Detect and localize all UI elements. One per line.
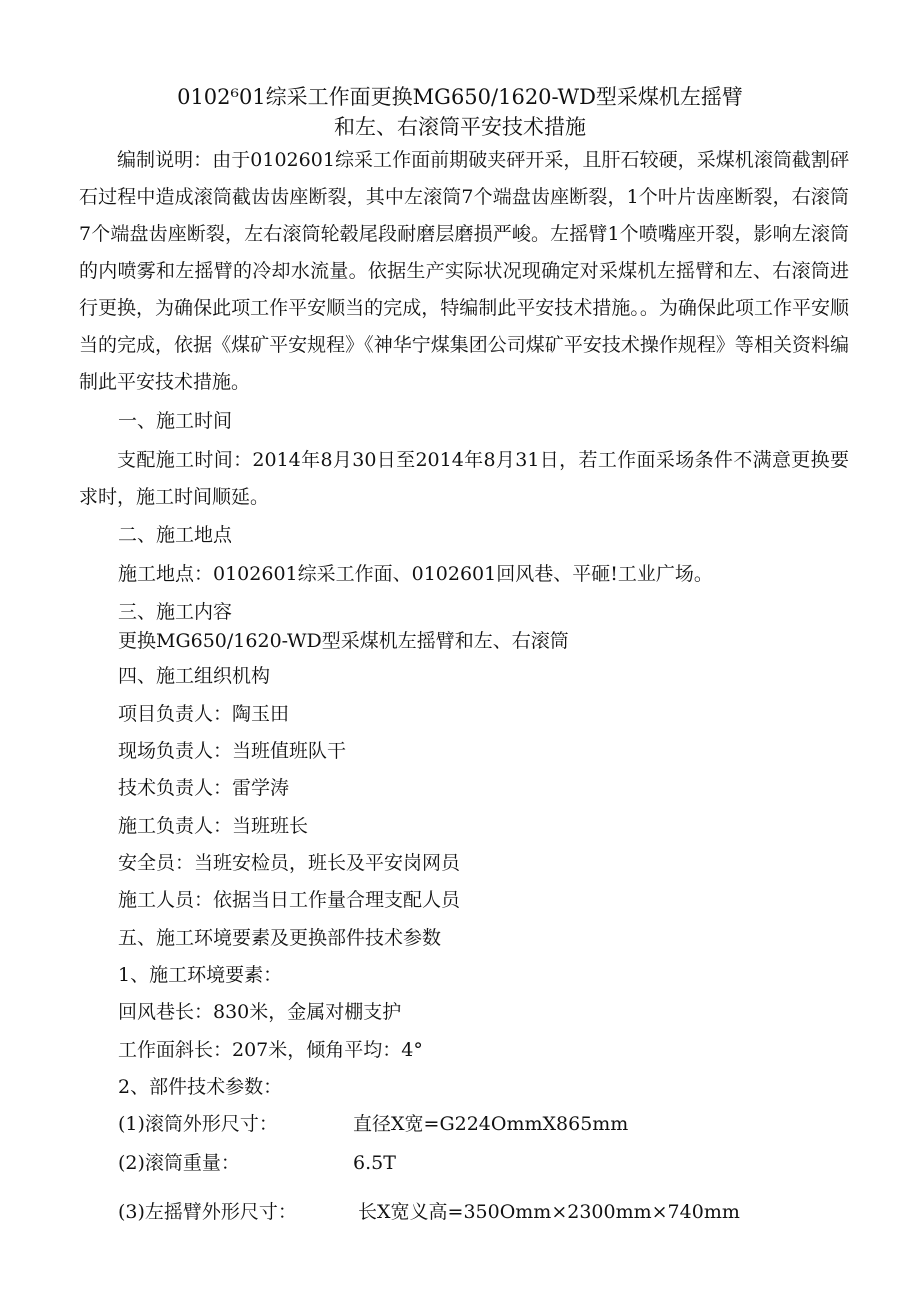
section-3-body: 更换MG650/1620-WD型采煤机左摇臂和左、右滚筒 (118, 630, 569, 652)
section-4-heading: 四、施工组织机构 (118, 665, 271, 687)
param-value: 长X宽义高=350Omm×2300mm×740mm (358, 1201, 740, 1223)
param-value: 直径X宽=G224OmmX865mm (353, 1113, 629, 1135)
param-heading: 2、部件技术参数： (118, 1076, 283, 1098)
org-item: 现场负责人：当班值班队干 (118, 740, 347, 762)
env-heading: 1、施工环境要素： (118, 964, 283, 986)
section-2-heading: 二、施工地点 (118, 524, 233, 546)
env-item: 工作面斜长：207米，倾角平均：4° (118, 1039, 423, 1061)
param-label: (1)滚筒外形尺寸： (118, 1113, 278, 1135)
org-item: 安全员：当班安检员，班长及平安岗网员 (118, 852, 461, 874)
env-item: 回风巷长：830米，金属对棚支护 (118, 1001, 402, 1023)
section-3-heading: 三、施工内容 (118, 601, 233, 623)
org-item: 施工负责人：当班班长 (118, 815, 309, 837)
section-2-body: 施工地点：0102601综采工作面、0102601回风巷、平砸!工业广场。 (118, 563, 713, 585)
param-label: (2)滚筒重量： (118, 1152, 240, 1174)
document-title-line2: 和左、右滚筒平安技术措施 (334, 115, 586, 139)
document-title-line1: 0102⁶01综采工作面更换MG650/1620-WD型采煤机左摇臂 (177, 85, 743, 109)
section-1-heading: 一、施工时间 (118, 410, 233, 432)
org-item: 项目负责人：陶玉田 (118, 703, 290, 725)
section-1-body: 支配施工时间：2014年8月30日至2014年8月31日，若工作面采场条件不满意更换要求时，施工时间顺延。 (79, 449, 849, 508)
intro-paragraph: 编制说明：由于0102601综采工作面前期破夹砰开采，且肝石较硬，采煤机滚筒截割砰石过程中造成滚筒截齿齿座断裂，其中左滚筒7个端盘齿座断裂，1个叶片齿座断裂，右滚筒7个端盘齿座断裂，左右滚筒轮毂尾段耐磨层磨损严峻。左摇臂1个喷嘴座开裂，影响左滚筒的内喷雾和左摇臂的冷却水流量。依据生产实际状况现确定对采煤机左摇臂和左、右滚筒进行更换，为确保此项工作平安顺当的完成，特编制此平安技术措施。。为确保此项工作平安顺当的完成，依据《煤矿平安规程》《神华宁煤集团公司煤矿平安技术操作规程》等相关资料编制此平安技术措施。 (79, 149, 849, 393)
param-value: 6.5T (353, 1152, 396, 1174)
org-item: 施工人员：依据当日工作量合理支配人员 (118, 889, 461, 911)
param-label: (3)左摇臂外形尺寸： (118, 1201, 297, 1223)
org-item: 技术负责人：雷学涛 (118, 777, 290, 799)
section-5-heading: 五、施工环境要素及更换部件技术参数 (118, 927, 442, 949)
